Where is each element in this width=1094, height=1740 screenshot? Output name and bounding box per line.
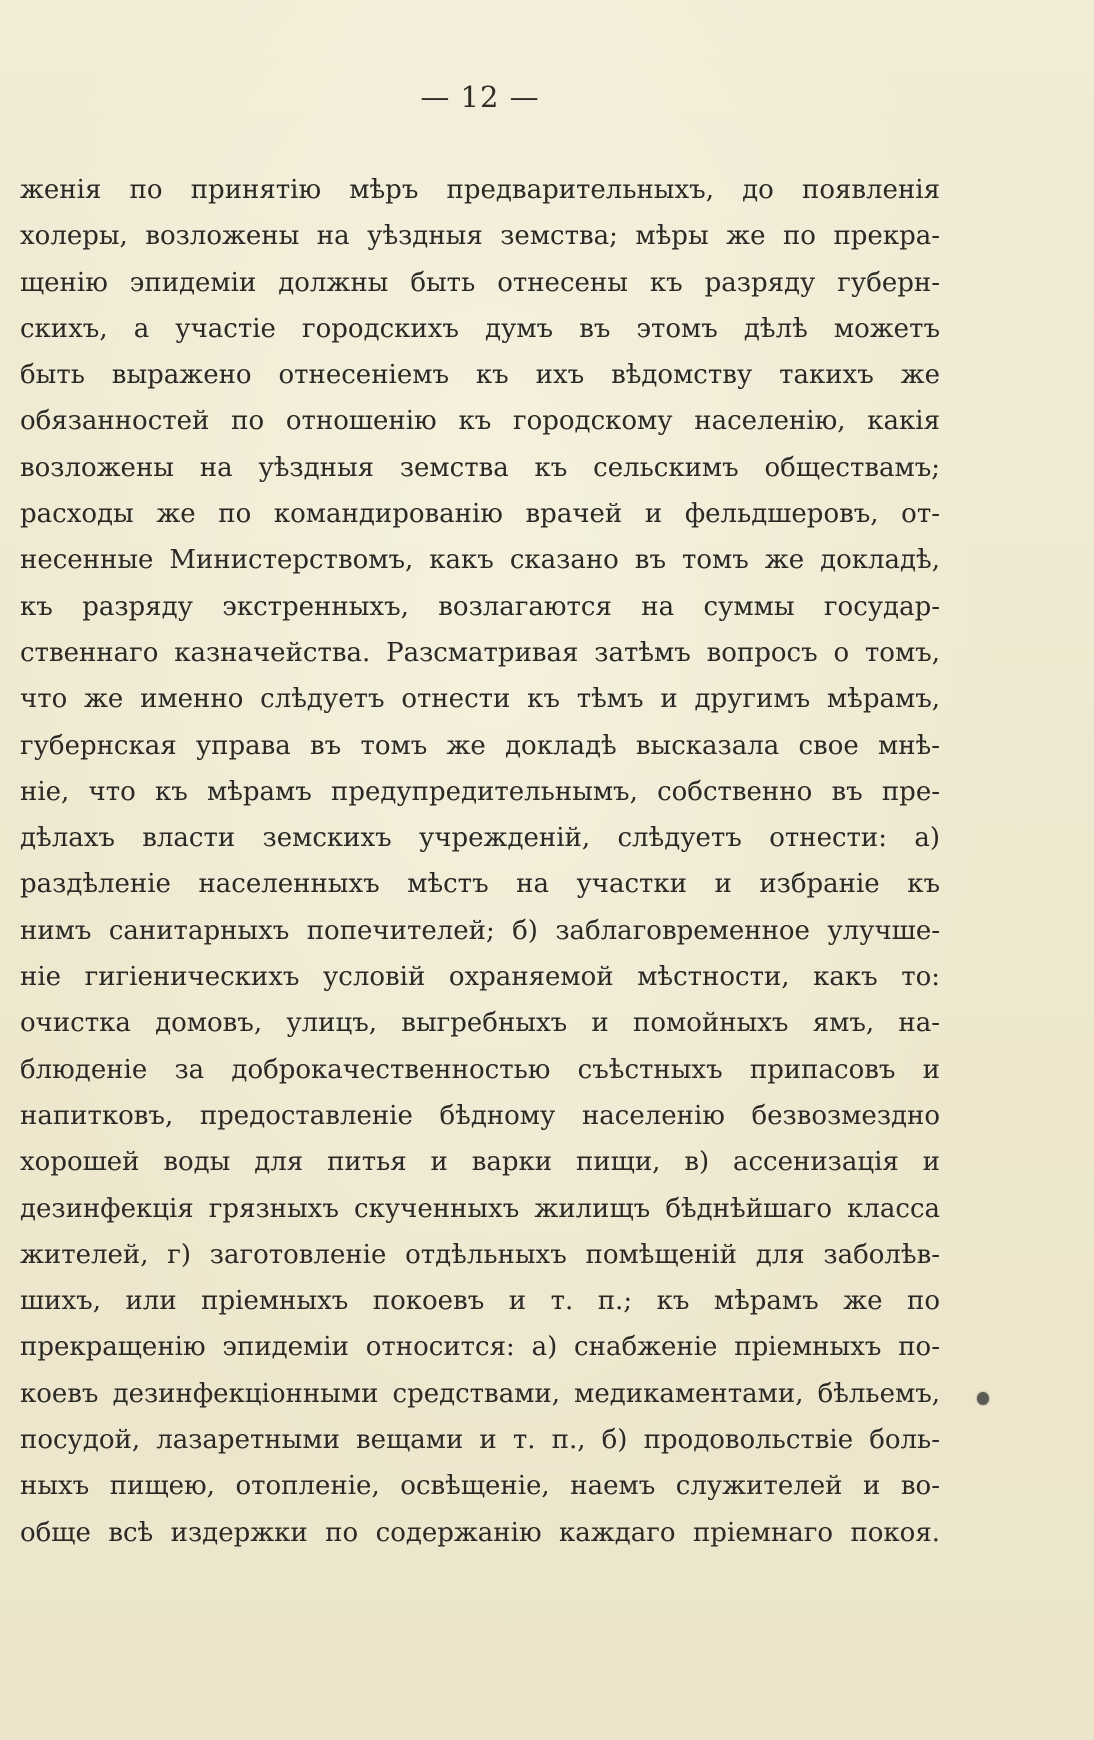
text-line: возложены на уѣздныя земства къ сельскимъ обществамъ;: [20, 452, 940, 483]
text-line: раздѣленіе населенныхъ мѣстъ на участки и избраніе къ: [20, 869, 940, 900]
text-line: напитковъ, предоставленіе бѣдному населенію безвозмездно: [20, 1100, 940, 1131]
text-line: нимъ санитарныхъ попечителей; б) заблаговременное улучше-: [20, 915, 940, 946]
text-line: коевъ дезинфекціонными средствами, медикаментами, бѣльемъ,: [20, 1378, 940, 1409]
text-line: шихъ, или пріемныхъ покоевъ и т. п.; къ мѣрамъ же по: [20, 1286, 940, 1317]
text-line: жителей, г) заготовленіе отдѣльныхъ помѣщеній для заболѣв-: [20, 1239, 940, 1270]
page-number: — 12 —: [420, 80, 540, 114]
text-line: обще всѣ издержки по содержанію каждаго пріемнаго покоя.: [20, 1517, 940, 1548]
text-line: прекращенію эпидеміи относится: а) снабженіе пріемныхъ по-: [20, 1332, 940, 1363]
text-line: холеры, возложены на уѣздныя земства; мѣры же по прекра-: [20, 221, 940, 252]
text-line: дезинфекція грязныхъ скученныхъ жилищъ бѣднѣйшаго класса: [20, 1193, 940, 1224]
text-line: очистка домовъ, улицъ, выгребныхъ и помойныхъ ямъ, на-: [20, 1008, 940, 1039]
text-line: щенію эпидеміи должны быть отнесены къ разряду губерн-: [20, 267, 940, 298]
text-line: ніе, что къ мѣрамъ предупредительнымъ, собственно въ пре-: [20, 776, 940, 807]
text-line: губернская управа въ томъ же докладѣ высказала свое мнѣ-: [20, 730, 940, 761]
text-line: обязанностей по отношенію къ городскому населенію, какія: [20, 406, 940, 437]
text-line: ніе гигіеническихъ условій охраняемой мѣстности, какъ то:: [20, 962, 940, 993]
text-line: дѣлахъ власти земскихъ учрежденій, слѣдуетъ отнести: а): [20, 823, 940, 854]
text-line: скихъ, а участіе городскихъ думъ въ этомъ дѣлѣ можетъ: [20, 313, 940, 344]
text-line: ныхъ пищею, отопленіе, освѣщеніе, наемъ служителей и во-: [20, 1471, 940, 1502]
text-line: ственнаго казначейства. Разсматривая затѣмъ вопросъ о томъ,: [20, 637, 940, 668]
text-line: что же именно слѣдуетъ отнести къ тѣмъ и другимъ мѣрамъ,: [20, 684, 940, 715]
text-line: несенные Министерствомъ, какъ сказано въ томъ же докладѣ,: [20, 545, 940, 576]
ink-spot: [977, 1392, 989, 1405]
text-line: блюденіе за доброкачественностью съѣстныхъ припасовъ и: [20, 1054, 940, 1085]
text-line: къ разряду экстренныхъ, возлагаются на суммы государ-: [20, 591, 940, 622]
text-line: посудой, лазаретными вещами и т. п., б) продовольствіе боль-: [20, 1425, 940, 1456]
text-line: быть выражено отнесеніемъ къ ихъ вѣдомству такихъ же: [20, 360, 940, 391]
text-line: хорошей воды для питья и варки пищи, в) ассенизація и: [20, 1147, 940, 1178]
text-line: расходы же по командированію врачей и фельдшеровъ, от-: [20, 499, 940, 530]
text-line: женія по принятію мѣръ предварительныхъ, до появленія: [20, 175, 940, 205]
body-text: [20, 167, 940, 1556]
